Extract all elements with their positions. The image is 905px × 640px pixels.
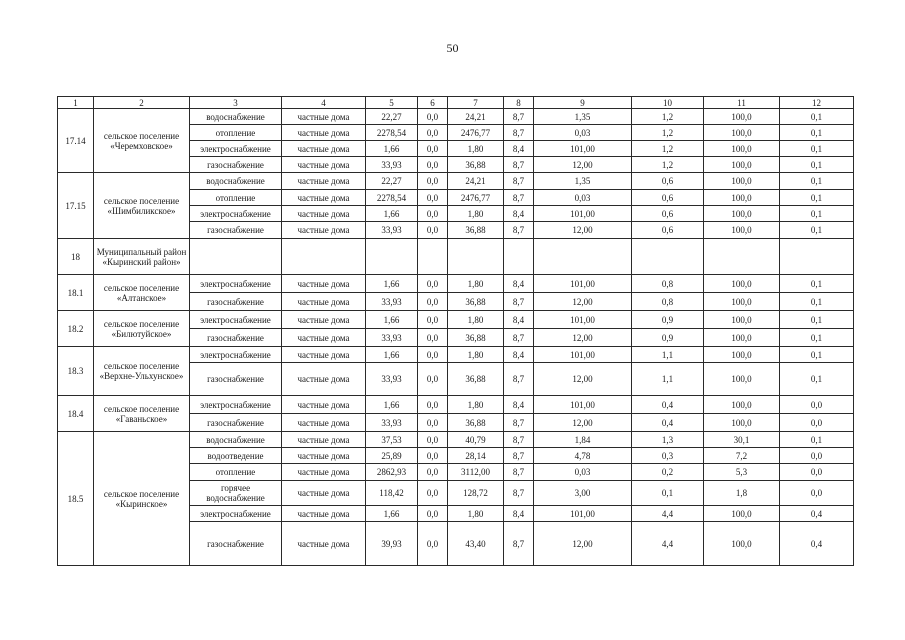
table-cell: электроснабжение xyxy=(190,311,282,329)
table-cell: 12,00 xyxy=(534,522,632,566)
table-cell: 0,0 xyxy=(418,432,448,448)
row-code: 18.2 xyxy=(58,311,94,347)
table-cell: 0,1 xyxy=(780,363,854,396)
table-cell: 100,0 xyxy=(704,522,780,566)
header-row xyxy=(58,97,854,109)
table-cell: 12,00 xyxy=(534,363,632,396)
table-cell: 0,9 xyxy=(632,311,704,329)
table-cell: 8,7 xyxy=(504,157,534,173)
settlement-name: сельское поселение «Верхне-Ульхунское» xyxy=(94,347,190,396)
table-cell: электроснабжение xyxy=(190,141,282,157)
table-cell: электроснабжение xyxy=(190,275,282,293)
table-cell: 0,0 xyxy=(418,522,448,566)
table-cell: 1,2 xyxy=(632,109,704,125)
table-cell: 1,80 xyxy=(448,506,504,522)
settlement-name: сельское поселение «Билютуйское» xyxy=(94,311,190,347)
table-cell: отопление xyxy=(190,464,282,481)
table-cell xyxy=(418,239,448,275)
table-cell: 1,66 xyxy=(366,311,418,329)
table-cell: горячее водоснабжение xyxy=(190,481,282,506)
table-cell: 33,93 xyxy=(366,363,418,396)
table-row xyxy=(58,239,854,275)
table-cell: 0,0 xyxy=(418,109,448,125)
table-cell: 8,7 xyxy=(504,109,534,125)
table-cell: 0,0 xyxy=(418,222,448,239)
table-cell: 8,7 xyxy=(504,173,534,190)
table-cell: 12,00 xyxy=(534,222,632,239)
settlement-name: сельское поселение «Черемховское» xyxy=(94,109,190,173)
column-header: 11 xyxy=(704,97,780,109)
table-body xyxy=(58,97,854,566)
column-header: 3 xyxy=(190,97,282,109)
settlement-name: сельское поселение «Гаваньское» xyxy=(94,396,190,432)
table-cell: 0,0 xyxy=(780,414,854,432)
page-number: 50 xyxy=(446,41,459,55)
table-cell: 0,4 xyxy=(632,396,704,414)
table-cell: 4,4 xyxy=(632,506,704,522)
settlement-name: Муниципальный район «Кыринский район» xyxy=(94,239,190,275)
table-cell: частные дома xyxy=(282,522,366,566)
table-cell: 0,1 xyxy=(780,141,854,157)
table-cell: частные дома xyxy=(282,222,366,239)
table-cell: электроснабжение xyxy=(190,506,282,522)
table-cell: 1,80 xyxy=(448,347,504,363)
table-cell: 100,0 xyxy=(704,506,780,522)
table-cell xyxy=(780,239,854,275)
table-cell: 100,0 xyxy=(704,293,780,311)
table-cell: 0,0 xyxy=(418,190,448,206)
table-cell: 36,88 xyxy=(448,329,504,347)
table-cell xyxy=(504,239,534,275)
table-cell: 37,53 xyxy=(366,432,418,448)
table-cell: 36,88 xyxy=(448,222,504,239)
table-cell: 0,8 xyxy=(632,275,704,293)
table-cell: 2278,54 xyxy=(366,125,418,141)
column-header: 9 xyxy=(534,97,632,109)
table-cell: 36,88 xyxy=(448,157,504,173)
table-cell: 101,00 xyxy=(534,396,632,414)
column-header: 10 xyxy=(632,97,704,109)
table-cell: частные дома xyxy=(282,173,366,190)
table-cell xyxy=(704,239,780,275)
table-cell: 24,21 xyxy=(448,109,504,125)
table-cell: 0,6 xyxy=(632,173,704,190)
table-cell: 0,4 xyxy=(780,522,854,566)
table-cell: частные дома xyxy=(282,141,366,157)
table-cell xyxy=(366,239,418,275)
table-row xyxy=(58,109,854,125)
column-header: 7 xyxy=(448,97,504,109)
table-cell: 0,0 xyxy=(418,506,448,522)
table-cell xyxy=(448,239,504,275)
table-cell: частные дома xyxy=(282,206,366,222)
table-cell: частные дома xyxy=(282,481,366,506)
table-cell: 0,0 xyxy=(780,448,854,464)
table-cell: 8,7 xyxy=(504,522,534,566)
table-cell: 8,7 xyxy=(504,464,534,481)
table-cell: частные дома xyxy=(282,311,366,329)
table-cell: частные дома xyxy=(282,157,366,173)
table-cell: 1,1 xyxy=(632,363,704,396)
table-cell: 40,79 xyxy=(448,432,504,448)
table-cell: 100,0 xyxy=(704,275,780,293)
table-cell: 8,4 xyxy=(504,275,534,293)
table-cell: 100,0 xyxy=(704,363,780,396)
table-cell: водоснабжение xyxy=(190,173,282,190)
table-cell: 1,66 xyxy=(366,347,418,363)
table-cell: электроснабжение xyxy=(190,396,282,414)
row-code: 18.1 xyxy=(58,275,94,311)
table-cell: 24,21 xyxy=(448,173,504,190)
settlement-name: сельское поселение «Кыринское» xyxy=(94,432,190,566)
table-cell: 100,0 xyxy=(704,414,780,432)
table-cell: электроснабжение xyxy=(190,206,282,222)
table-cell: 0,1 xyxy=(780,157,854,173)
table-row xyxy=(58,311,854,329)
table-cell: 12,00 xyxy=(534,329,632,347)
table-cell: 1,66 xyxy=(366,206,418,222)
table-cell: 1,66 xyxy=(366,141,418,157)
table-cell: 0,0 xyxy=(418,448,448,464)
table-cell xyxy=(190,239,282,275)
table-cell: 1,84 xyxy=(534,432,632,448)
table-cell: 0,1 xyxy=(780,109,854,125)
table-cell: газоснабжение xyxy=(190,293,282,311)
table-cell: 100,0 xyxy=(704,141,780,157)
column-header: 1 xyxy=(58,97,94,109)
table-cell: 1,80 xyxy=(448,396,504,414)
table-cell: частные дома xyxy=(282,363,366,396)
settlement-name: сельское поселение «Алтанское» xyxy=(94,275,190,311)
table-cell: 0,6 xyxy=(632,222,704,239)
table-cell: 0,0 xyxy=(418,311,448,329)
table-cell: 2476,77 xyxy=(448,190,504,206)
table-cell: 1,2 xyxy=(632,157,704,173)
table-row xyxy=(58,275,854,293)
table-cell: 12,00 xyxy=(534,293,632,311)
table-cell: 8,4 xyxy=(504,506,534,522)
table-cell: 100,0 xyxy=(704,347,780,363)
table-cell: 30,1 xyxy=(704,432,780,448)
table-cell: 8,4 xyxy=(504,141,534,157)
table-row xyxy=(58,347,854,363)
table-cell: 8,7 xyxy=(504,222,534,239)
table-cell: 0,0 xyxy=(418,157,448,173)
table-cell: частные дома xyxy=(282,414,366,432)
table-cell: 2278,54 xyxy=(366,190,418,206)
table-cell: 0,6 xyxy=(632,190,704,206)
table-cell: 100,0 xyxy=(704,396,780,414)
table-cell: 0,1 xyxy=(780,432,854,448)
column-header: 6 xyxy=(418,97,448,109)
table-cell: 2862,93 xyxy=(366,464,418,481)
table-cell: 1,8 xyxy=(704,481,780,506)
row-code: 18.5 xyxy=(58,432,94,566)
table-cell: 0,0 xyxy=(418,363,448,396)
table-cell: газоснабжение xyxy=(190,157,282,173)
table-cell: 101,00 xyxy=(534,506,632,522)
settlement-name: сельское поселение «Шимбиликское» xyxy=(94,173,190,239)
table-cell: 1,2 xyxy=(632,125,704,141)
table-cell: 33,93 xyxy=(366,222,418,239)
table-cell: 8,7 xyxy=(504,414,534,432)
table-cell: 101,00 xyxy=(534,311,632,329)
table-cell: 0,0 xyxy=(418,206,448,222)
table-cell: 25,89 xyxy=(366,448,418,464)
table-cell: 100,0 xyxy=(704,311,780,329)
table-cell: частные дома xyxy=(282,347,366,363)
table-cell: 1,66 xyxy=(366,275,418,293)
table-cell: отопление xyxy=(190,190,282,206)
table-cell: частные дома xyxy=(282,293,366,311)
table-cell: 36,88 xyxy=(448,363,504,396)
table-cell: 8,4 xyxy=(504,347,534,363)
table-cell: 100,0 xyxy=(704,109,780,125)
table-cell: 8,7 xyxy=(504,329,534,347)
table-cell: 0,1 xyxy=(780,347,854,363)
table-cell: 1,1 xyxy=(632,347,704,363)
table-cell: 0,0 xyxy=(418,329,448,347)
table-cell: 8,7 xyxy=(504,293,534,311)
table-cell: 0,0 xyxy=(418,396,448,414)
table-cell: 0,0 xyxy=(418,481,448,506)
table-cell: 0,0 xyxy=(418,464,448,481)
table-cell: 0,0 xyxy=(418,347,448,363)
table-cell: 0,1 xyxy=(632,481,704,506)
table-cell: 5,3 xyxy=(704,464,780,481)
table-cell: 1,35 xyxy=(534,109,632,125)
table-cell: частные дома xyxy=(282,464,366,481)
table-cell: 1,66 xyxy=(366,506,418,522)
table-cell: 0,0 xyxy=(780,481,854,506)
table-cell: 0,1 xyxy=(780,275,854,293)
table-cell: частные дома xyxy=(282,329,366,347)
table-cell: частные дома xyxy=(282,190,366,206)
table-cell: 100,0 xyxy=(704,190,780,206)
table-cell: 100,0 xyxy=(704,173,780,190)
table-cell: 1,2 xyxy=(632,141,704,157)
row-code: 18 xyxy=(58,239,94,275)
table-cell: 0,0 xyxy=(418,414,448,432)
table-cell: газоснабжение xyxy=(190,329,282,347)
table-cell: водоснабжение xyxy=(190,432,282,448)
table-cell: 101,00 xyxy=(534,206,632,222)
table-cell: 101,00 xyxy=(534,275,632,293)
table-cell xyxy=(534,239,632,275)
table-cell: 28,14 xyxy=(448,448,504,464)
table-cell: 7,2 xyxy=(704,448,780,464)
table-cell: 1,80 xyxy=(448,311,504,329)
table-cell: 100,0 xyxy=(704,125,780,141)
table-cell: газоснабжение xyxy=(190,414,282,432)
table-cell: частные дома xyxy=(282,396,366,414)
table-cell: 0,0 xyxy=(418,173,448,190)
table-cell xyxy=(632,239,704,275)
table-cell: 118,42 xyxy=(366,481,418,506)
table-cell: 1,66 xyxy=(366,396,418,414)
table-cell: 0,03 xyxy=(534,464,632,481)
table-cell: 8,7 xyxy=(504,481,534,506)
table-cell: 0,1 xyxy=(780,222,854,239)
table-cell: 0,6 xyxy=(632,206,704,222)
table-cell: 0,3 xyxy=(632,448,704,464)
table-cell: 8,7 xyxy=(504,125,534,141)
table-cell: 0,0 xyxy=(418,275,448,293)
table-cell: частные дома xyxy=(282,506,366,522)
table-cell: 101,00 xyxy=(534,347,632,363)
table-cell: 0,03 xyxy=(534,190,632,206)
table-cell: 0,03 xyxy=(534,125,632,141)
table-cell: 0,0 xyxy=(418,141,448,157)
table-cell: газоснабжение xyxy=(190,222,282,239)
table-row xyxy=(58,432,854,448)
table-cell: 100,0 xyxy=(704,222,780,239)
table-row xyxy=(58,396,854,414)
table-cell: 22,27 xyxy=(366,173,418,190)
row-code: 17.14 xyxy=(58,109,94,173)
table-cell: 33,93 xyxy=(366,293,418,311)
table-cell: 1,80 xyxy=(448,141,504,157)
table-cell: 1,35 xyxy=(534,173,632,190)
table-cell: 8,7 xyxy=(504,190,534,206)
row-code: 18.4 xyxy=(58,396,94,432)
table-cell: 0,1 xyxy=(780,329,854,347)
table-cell: частные дома xyxy=(282,125,366,141)
table-cell: 22,27 xyxy=(366,109,418,125)
table-cell: частные дома xyxy=(282,109,366,125)
table-cell: 1,80 xyxy=(448,206,504,222)
table-row xyxy=(58,173,854,190)
table-cell: 2476,77 xyxy=(448,125,504,141)
table-cell: 8,4 xyxy=(504,396,534,414)
table-cell: 33,93 xyxy=(366,414,418,432)
table-cell: 39,93 xyxy=(366,522,418,566)
table-cell: электроснабжение xyxy=(190,347,282,363)
table-cell: 0,2 xyxy=(632,464,704,481)
table-cell: 8,7 xyxy=(504,432,534,448)
table-cell: 12,00 xyxy=(534,157,632,173)
table-cell: 33,93 xyxy=(366,157,418,173)
table-cell: 4,4 xyxy=(632,522,704,566)
table-cell: 0,0 xyxy=(780,464,854,481)
table-cell: водоснабжение xyxy=(190,109,282,125)
table-cell: 12,00 xyxy=(534,414,632,432)
column-header: 12 xyxy=(780,97,854,109)
table-cell: 0,1 xyxy=(780,311,854,329)
row-code: 18.3 xyxy=(58,347,94,396)
table-cell: 0,1 xyxy=(780,173,854,190)
table-cell: 0,1 xyxy=(780,206,854,222)
table-cell: 101,00 xyxy=(534,141,632,157)
row-code: 17.15 xyxy=(58,173,94,239)
table-cell: 1,80 xyxy=(448,275,504,293)
table-cell xyxy=(282,239,366,275)
table-cell: водоотведение xyxy=(190,448,282,464)
column-header: 2 xyxy=(94,97,190,109)
table-cell: газоснабжение xyxy=(190,363,282,396)
table-cell: 128,72 xyxy=(448,481,504,506)
table-cell: 100,0 xyxy=(704,206,780,222)
table-cell: 0,4 xyxy=(632,414,704,432)
table-cell: 0,0 xyxy=(780,396,854,414)
table-cell: 0,1 xyxy=(780,190,854,206)
table-cell: отопление xyxy=(190,125,282,141)
table-cell: частные дома xyxy=(282,432,366,448)
table-cell: 8,7 xyxy=(504,363,534,396)
table-cell: частные дома xyxy=(282,275,366,293)
table-cell: 3112,00 xyxy=(448,464,504,481)
table-cell: 43,40 xyxy=(448,522,504,566)
column-header: 5 xyxy=(366,97,418,109)
table-cell: 100,0 xyxy=(704,329,780,347)
table-cell: 8,7 xyxy=(504,448,534,464)
table-cell: 0,0 xyxy=(418,125,448,141)
table-cell: 0,9 xyxy=(632,329,704,347)
table-cell: 0,1 xyxy=(780,293,854,311)
table-cell: 0,0 xyxy=(418,293,448,311)
table-cell: 33,93 xyxy=(366,329,418,347)
table-cell: 4,78 xyxy=(534,448,632,464)
table-cell: 0,8 xyxy=(632,293,704,311)
table-cell: 0,1 xyxy=(780,125,854,141)
column-header: 8 xyxy=(504,97,534,109)
tariff-table xyxy=(57,96,854,566)
table-cell: 3,00 xyxy=(534,481,632,506)
column-header: 4 xyxy=(282,97,366,109)
table-cell: 1,3 xyxy=(632,432,704,448)
table-cell: 36,88 xyxy=(448,414,504,432)
table-cell: 100,0 xyxy=(704,157,780,173)
table-cell: газоснабжение xyxy=(190,522,282,566)
table-cell: 8,4 xyxy=(504,206,534,222)
table-cell: частные дома xyxy=(282,448,366,464)
table-cell: 36,88 xyxy=(448,293,504,311)
table-cell: 0,4 xyxy=(780,506,854,522)
table-cell: 8,4 xyxy=(504,311,534,329)
